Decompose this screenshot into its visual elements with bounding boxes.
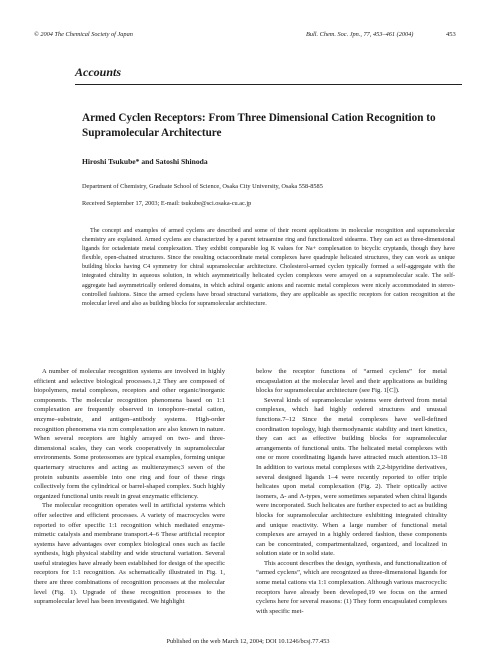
body-paragraph: This account describes the design, synthesis, and functionalization of “armed cyclens”, which are recognized as three-dimensional ligands for some metal cations via 1:1 complexation. Although various macrocyclic receptors have already been developed,19 we focus on the armed cyclens here for several reasons: (1) They form encapsulated complexes with specific met-	[256, 559, 447, 615]
publication-footer: Published on the web March 12, 2004; DOI 10.1246/bcsj.77.453	[166, 638, 330, 645]
author-list: Hiroshi Tsukube* and Satoshi Shinoda	[82, 157, 208, 166]
body-column-right	[256, 367, 447, 616]
section-rule	[75, 84, 462, 85]
running-header-copyright: © 2004 The Chemical Society of Japan	[34, 31, 133, 38]
page-number: 453	[446, 31, 456, 38]
article-title: Armed Cyclen Receptors: From Three Dimensional Cation Recognition to Supramolecular Architecture	[82, 112, 436, 139]
affiliation: Department of Chemistry, Graduate School of Science, Osaka City University, Osaka 558-8585	[82, 183, 323, 190]
section-heading: Accounts	[75, 65, 122, 79]
body-paragraph: A number of molecular recognition systems are involved in highly efficient and selective biological processes.1,2 They are composed of biopolymers, metal complexes, receptors and other organic/inorganic components. The molecular recognition phenomena based on 1:1 complexation are frequently observed in ionophore–metal cation, enzyme–substrate, and antigen–antibody systems. High-order recognition phenomena via n:m complexation are also known in nature. When several receptors are highly arrayed on two- and three-dimensional scales, they can work cooperatively in supramolecular environments. Some proteosomes are typical examples, forming unique quarternary structures and acting as multienzymes;3 seven of the protein subunits assemble into one ring and four of these rings collectively form the cylindrical or barrel-shaped complex. Such highly organized functional units result in great enzymatic efficiency.	[34, 368, 225, 500]
body-column-left	[34, 367, 225, 607]
running-header-journal: Bull. Chem. Soc. Jpn., 77, 453–461 (2004)	[306, 31, 414, 38]
body-paragraph: Several kinds of supramolecular systems were derived from metal complexes, which had highly ordered structures and unusual functions.7–12 Since the metal complexes have well-defined coordination topology, high thermodynamic stability and inert kinetics, they can act as effective building blocks for supramolecular arrangements of functional units. The helicated metal complexes with one or more coordinating ligands have attracted much attention.13–18 In addition to various metal complexes with 2,2-bipyridine derivatives, several designed ligands 1–4 were recently reported to offer triple helicates upon metal complexation (Fig. 2). Their optically active isomers, Δ- and Λ-types, were sometimes separated when chiral ligands were incorporated. Such helicates are further expected to act as building blocks for supramolecular architecture exhibiting integrated chirality and unique reactivity. When a large number of functional metal complexes are arrayed in a highly ordered fashion, these components can be concentrated, compartmentalized, organized, and localized in solution state or in solid state.	[256, 396, 447, 558]
abstract: The concept and examples of armed cyclens are described and some of their recent applications in molecular recognition and supramolecular chemistry are explained. Armed cyclens are characterized by a parent tetraamine ring and functionalized sidearms. They can act as three-dimensional ligands for octadentate metal complexation. They exhibit comparable log K values for Na+ complexation to bicyclic cryptands, though they have flexible, open-chained structures. Since the resulting octacoordinate metal complexes have quadruple helicated structures, they can work as unique building blocks having C4 symmetry for chiral supramolecular architecture. Cholesterol-armed cyclen typically formed a self-aggregate with the integrated chirality in aqueous solution, in which asymmetrically helicated cyclen complexes were arrayed on a supramolecular scale. The self-aggregate had asymmetrically ordered domains, in which achiral organic anions and racemic metal complexes were nicely accommodated in stereo-controlled fashions. Since the armed cyclens have broad structural variations, they are applicable as specific receptors for cation recognition at the molecular level and also as building blocks for supramolecular architecture.	[82, 228, 455, 307]
body-paragraph: below the receptor functions of “armed cyclens” for metal encapsulation at the molecular level and their applications as building blocks for supramolecular architecture (see Fig. 1[C]).	[256, 368, 447, 395]
body-paragraph: The molecular recognition operates well in artificial systems which offer selective and efficient processes. A variety of macrocycles were reported to offer specific 1:1 recognition which mediated enzyme-mimetic catalysis and membrane transport.4–6 These artificial receptor systems have advantages over complex biological ones such as facile synthesis, high physical stability and wide structural variation. Several useful strategies have already been established for design of the specific receptors for 1:1 recognition. As schematically illustrated in Fig. 1, there are three combinations of recognition processes at the molecular level (Fig. 1). Upgrade of these recognition processes to the supramolecular level has been investigated. We highlight	[34, 502, 225, 606]
received-line: Received September 17, 2003; E-mail: tsukube@sci.osaka-cu.ac.jp	[82, 200, 252, 207]
